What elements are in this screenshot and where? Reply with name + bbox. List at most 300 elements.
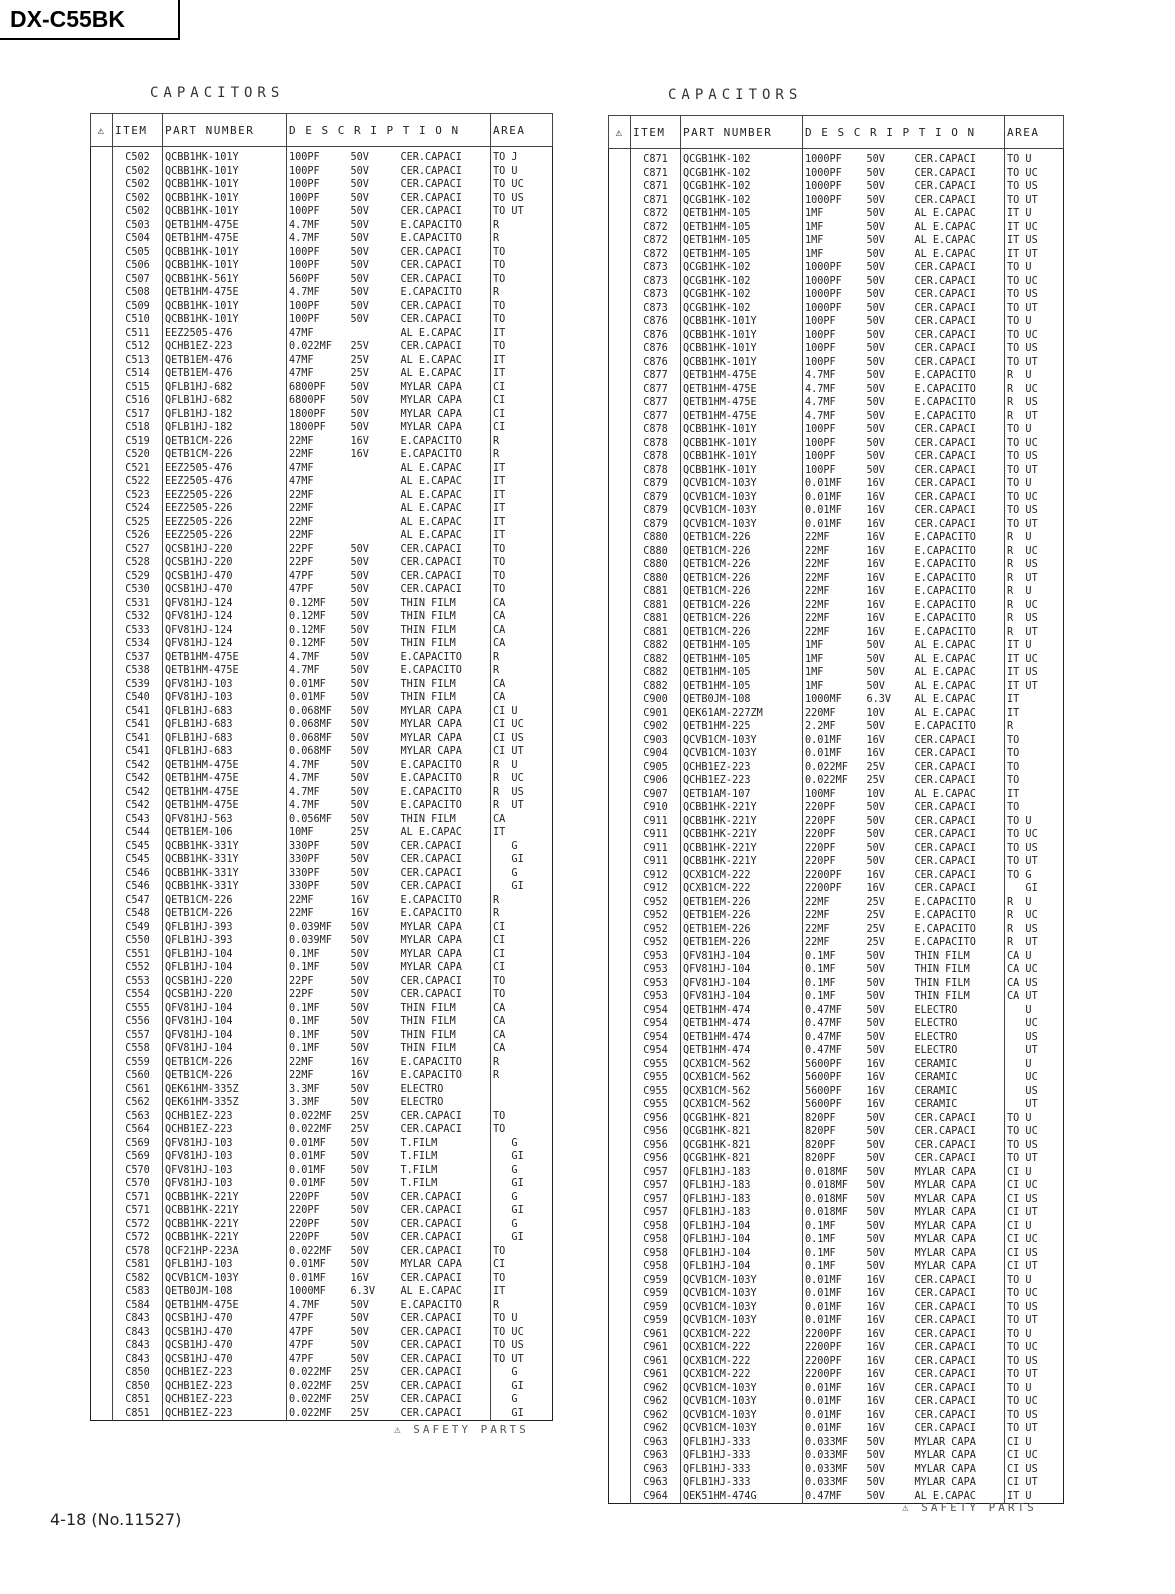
voltage-cell: 50V (350, 381, 369, 393)
item-cell: C873 (631, 261, 681, 275)
safety-cell (91, 786, 113, 800)
table-row (609, 558, 1064, 572)
item-cell: C545 (113, 853, 163, 867)
table-row (609, 882, 1064, 896)
item-cell: C879 (631, 518, 681, 532)
value-cell: 820PF (805, 1139, 836, 1151)
type-cell: CER.CAPACI (914, 734, 976, 746)
area-cell: IT UC (1005, 221, 1064, 235)
voltage-cell: 25V (350, 1124, 369, 1135)
voltage-cell: 50V (350, 1178, 369, 1189)
value-cell: 1MF (805, 680, 824, 692)
type-cell: CER.CAPACI (400, 854, 462, 865)
voltage-cell: 50V (350, 921, 369, 933)
area-cell: GI (491, 1231, 553, 1245)
type-cell: MYLAR CAPA (914, 1166, 976, 1178)
safety-cell (609, 896, 631, 910)
voltage-cell: 16V (866, 1301, 885, 1313)
type-cell: CER.CAPACI (914, 1355, 976, 1367)
area-cell: U (1005, 1058, 1064, 1072)
type-cell: E.CAPACITO (914, 910, 976, 921)
voltage-cell: 50V (350, 705, 369, 717)
value-cell: 1800PF (289, 422, 326, 433)
voltage-cell: 50V (866, 1490, 885, 1502)
type-cell: AL E.CAPAC (400, 368, 462, 379)
type-cell: MYLAR CAPA (914, 1234, 976, 1245)
type-cell: CER.CAPACI (400, 570, 462, 582)
voltage-cell: 16V (866, 1382, 885, 1394)
area-cell: CI (491, 381, 553, 395)
type-cell: MYLAR CAPA (914, 1180, 976, 1191)
value-cell: 2200PF (805, 883, 842, 894)
item-cell: C519 (113, 435, 163, 449)
item-cell: C581 (113, 1258, 163, 1272)
safety-cell (91, 1191, 113, 1205)
item-cell: C518 (113, 421, 163, 435)
area-cell: R US (1005, 396, 1064, 410)
table-row (91, 907, 553, 921)
type-cell: E.CAPACITO (400, 894, 462, 906)
voltage-cell: 50V (350, 314, 369, 325)
item-cell: C542 (113, 759, 163, 773)
voltage-cell: 16V (866, 1328, 885, 1340)
type-cell: E.CAPACITO (400, 1056, 462, 1068)
voltage-cell: 50V (350, 624, 369, 636)
type-cell: MYLAR CAPA (914, 1207, 976, 1218)
type-cell: CER.CAPACI (914, 1423, 976, 1434)
safety-cell (609, 1152, 631, 1166)
voltage-cell: 16V (866, 1058, 885, 1070)
area-cell: TO (1005, 734, 1064, 748)
safety-cell (91, 273, 113, 287)
value-cell: 1MF (805, 208, 824, 219)
safety-cell (609, 207, 631, 221)
part-number-cell: QCSB1HJ-220 (163, 988, 287, 1002)
item-cell: C880 (631, 531, 681, 545)
table-row (91, 205, 553, 219)
value-cell: 0.022MF (289, 1110, 332, 1122)
table-row (609, 639, 1064, 653)
part-number-cell: QETB1EM-226 (681, 909, 803, 923)
type-cell: THIN FILM (400, 1043, 456, 1054)
safety-cell (91, 894, 113, 908)
type-cell: MYLAR CAPA (400, 746, 462, 757)
value-cell: 0.47MF (805, 1045, 842, 1056)
area-cell: TO (491, 988, 553, 1002)
area-cell: CI U (1005, 1166, 1064, 1180)
area-cell: TO U (1005, 1112, 1064, 1126)
type-cell: AL E.CAPAC (400, 1286, 462, 1297)
table-row (91, 1015, 553, 1029)
type-cell: CER.CAPACI (400, 1380, 462, 1392)
voltage-cell: 50V (350, 1218, 369, 1230)
item-cell: C873 (631, 288, 681, 302)
value-cell: 1000PF (805, 154, 842, 165)
value-cell: 4.7MF (805, 370, 836, 381)
item-cell: C879 (631, 504, 681, 518)
type-cell: AL E.CAPAC (914, 221, 976, 233)
type-cell: E.CAPACITO (400, 908, 462, 919)
safety-cell (91, 759, 113, 773)
type-cell: AL E.CAPAC (914, 235, 976, 246)
table-row (609, 1179, 1064, 1193)
type-cell: AL E.CAPAC (400, 489, 462, 501)
voltage-cell: 50V (350, 1245, 369, 1257)
voltage-cell: 50V (350, 1191, 369, 1203)
area-cell: R (491, 664, 553, 678)
part-number-cell: QETB1EM-226 (681, 936, 803, 950)
voltage-cell: 25V (350, 1110, 369, 1122)
safety-cell (91, 691, 113, 705)
safety-cell (91, 1393, 113, 1407)
value-cell: 4.7MF (289, 786, 320, 798)
safety-cell (91, 988, 113, 1002)
part-number-cell: QCXB1CM-222 (681, 1368, 803, 1382)
safety-cell (91, 1339, 113, 1353)
area-cell: CA (491, 678, 553, 692)
type-cell: CERAMIC (914, 1072, 958, 1083)
voltage-cell: 50V (866, 1153, 885, 1164)
value-cell: 1000PF (805, 289, 842, 300)
part-number-cell: QCHB1EZ-223 (163, 1380, 287, 1394)
table-row (91, 1164, 553, 1178)
area-cell: TO U (1005, 1274, 1064, 1288)
safety-cell (609, 180, 631, 194)
voltage-cell: 16V (866, 586, 885, 597)
part-number-cell: QETB1HM-475E (163, 1299, 287, 1313)
voltage-cell: 50V (350, 665, 369, 676)
value-cell: 4.7MF (289, 233, 320, 244)
table-row (91, 678, 553, 692)
table-row (609, 585, 1064, 599)
voltage-cell: 25V (866, 761, 885, 773)
item-cell: C542 (113, 786, 163, 800)
part-number-cell: QETB1CM-226 (163, 907, 287, 921)
item-cell: C963 (631, 1476, 681, 1490)
value-cell: 22MF (289, 449, 314, 460)
voltage-cell: 16V (866, 1369, 885, 1380)
part-number-cell: QFLB1HJ-333 (681, 1449, 803, 1463)
table-row (91, 556, 553, 570)
table-row (609, 464, 1064, 478)
item-cell: C540 (113, 691, 163, 705)
value-cell: 0.01MF (289, 678, 326, 690)
table-row (609, 572, 1064, 586)
area-cell: R (491, 1056, 553, 1070)
safety-cell (609, 855, 631, 869)
area-cell: TO UT (1005, 302, 1064, 316)
voltage-cell: 50V (350, 935, 369, 946)
part-number-cell: QCBB1HK-221Y (681, 815, 803, 829)
safety-cell (609, 1004, 631, 1018)
part-number-cell: QCGB1HK-821 (681, 1152, 803, 1166)
safety-cell (609, 194, 631, 208)
value-cell: 0.01MF (289, 1178, 326, 1189)
part-number-cell: QFLB1HJ-104 (681, 1247, 803, 1261)
area-cell: R UC (1005, 545, 1064, 559)
safety-cell (609, 423, 631, 437)
voltage-cell: 50V (866, 1018, 885, 1029)
voltage-cell: 10V (866, 788, 885, 800)
area-cell: G (491, 1191, 553, 1205)
voltage-cell: 16V (350, 449, 369, 460)
value-cell: 4.7MF (805, 410, 836, 422)
safety-cell (91, 381, 113, 395)
table-row (91, 313, 553, 327)
table-row (91, 799, 553, 813)
type-cell: CER.CAPACI (400, 314, 462, 325)
item-cell: C843 (113, 1312, 163, 1326)
safety-cell (609, 1233, 631, 1247)
area-cell: R (491, 1299, 553, 1313)
table-row (609, 221, 1064, 235)
type-cell: THIN FILM (914, 950, 970, 962)
area-cell: TO UC (1005, 437, 1064, 451)
value-cell: 0.1MF (805, 1234, 836, 1245)
voltage-cell: 25V (866, 923, 885, 935)
area-cell: GI (491, 1407, 553, 1421)
type-cell: CER.CAPACI (400, 273, 462, 285)
safety-cell (91, 1407, 113, 1421)
value-cell: 100PF (289, 179, 320, 190)
item-cell: C559 (113, 1056, 163, 1070)
safety-cell (609, 477, 631, 491)
item-cell: C955 (631, 1098, 681, 1112)
table-row (609, 315, 1064, 329)
item-cell: C904 (631, 747, 681, 761)
item-cell: C876 (631, 356, 681, 370)
item-cell: C850 (113, 1366, 163, 1380)
type-cell: ELECTRO (400, 1097, 444, 1108)
area-cell: TO (491, 340, 553, 354)
type-cell: THIN FILM (914, 977, 970, 989)
voltage-cell: 16V (866, 545, 885, 557)
item-cell: C880 (631, 558, 681, 572)
area-cell: TO US (491, 1339, 553, 1353)
type-cell: MYLAR CAPA (400, 408, 462, 420)
item-cell: C953 (631, 990, 681, 1004)
item-cell: C560 (113, 1069, 163, 1083)
voltage-cell: 50V (866, 154, 885, 165)
safety-cell (91, 664, 113, 678)
area-cell: CA (491, 1015, 553, 1029)
area-cell: CI US (1005, 1247, 1064, 1261)
voltage-cell: 50V (866, 829, 885, 840)
value-cell: 5600PF (805, 1099, 842, 1110)
item-cell: C959 (631, 1314, 681, 1328)
safety-cell (609, 383, 631, 397)
item-cell: C873 (631, 302, 681, 316)
safety-cell (609, 464, 631, 478)
area-cell: IT (491, 489, 553, 503)
safety-cell (91, 975, 113, 989)
safety-cell (609, 828, 631, 842)
table-row (91, 610, 553, 624)
part-number-cell: QETB1HM-475E (681, 369, 803, 383)
safety-cell (91, 1312, 113, 1326)
table-row (91, 664, 553, 678)
type-cell: CER.CAPACI (400, 1245, 462, 1257)
table-row (609, 248, 1064, 262)
area-cell: R (491, 651, 553, 665)
table-row (609, 990, 1064, 1004)
type-cell: AL E.CAPAC (914, 680, 976, 692)
type-cell: E.CAPACITO (914, 572, 976, 584)
part-number-cell: QCBB1HK-101Y (681, 450, 803, 464)
part-number-cell: QCBB1HK-101Y (163, 300, 287, 314)
item-cell: C911 (631, 855, 681, 869)
area-cell: R U (1005, 896, 1064, 910)
area-cell: CI UT (1005, 1260, 1064, 1274)
area-cell: TO UC (1005, 1287, 1064, 1301)
item-cell: C502 (113, 192, 163, 206)
safety-cell (91, 340, 113, 354)
part-number-cell: QETB1HM-474 (681, 1004, 803, 1018)
voltage-cell: 50V (866, 262, 885, 273)
item-cell: C545 (113, 840, 163, 854)
voltage-cell: 50V (350, 557, 369, 568)
area-cell: GI (491, 1380, 553, 1394)
part-number-cell: QFLB1HJ-333 (681, 1476, 803, 1490)
value-cell: 0.01MF (805, 491, 842, 503)
safety-cell (609, 261, 631, 275)
item-cell: C539 (113, 678, 163, 692)
part-number-cell: QFLB1HJ-104 (681, 1260, 803, 1274)
voltage-cell: 50V (866, 964, 885, 975)
type-cell: AL E.CAPAC (914, 667, 976, 678)
type-cell: E.CAPACITO (914, 613, 976, 624)
item-cell: C572 (113, 1218, 163, 1232)
voltage-cell: 50V (350, 759, 369, 771)
type-cell: CER.CAPACI (400, 1272, 462, 1284)
item-cell: C570 (113, 1177, 163, 1191)
value-cell: 22MF (289, 503, 314, 514)
area-cell: TO US (1005, 450, 1064, 464)
table-row (91, 651, 553, 665)
area-cell: G (491, 1218, 553, 1232)
area-cell: TO (491, 273, 553, 287)
area-cell: TO U (1005, 149, 1064, 167)
type-cell: E.CAPACITO (914, 721, 976, 732)
table-row (91, 381, 553, 395)
safety-cell (91, 637, 113, 651)
table-row (609, 599, 1064, 613)
table-row (91, 745, 553, 759)
voltage-cell: 50V (350, 1259, 369, 1270)
type-cell: CER.CAPACI (914, 329, 976, 341)
item-cell: C957 (631, 1206, 681, 1220)
value-cell: 22PF (289, 989, 314, 1000)
part-number-cell: QCBB1HK-101Y (163, 259, 287, 273)
safety-cell (609, 1436, 631, 1450)
item-cell: C532 (113, 610, 163, 624)
area-cell: CI US (1005, 1463, 1064, 1477)
safety-cell (91, 570, 113, 584)
safety-cell (609, 531, 631, 545)
voltage-cell: 50V (866, 356, 885, 368)
item-cell: C958 (631, 1220, 681, 1234)
safety-cell (91, 1299, 113, 1313)
voltage-cell: 50V (350, 1205, 369, 1216)
part-number-cell: QCVB1CM-103Y (681, 734, 803, 748)
type-cell: E.CAPACITO (914, 559, 976, 570)
part-number-cell: QETB1HM-105 (681, 666, 803, 680)
item-cell: C877 (631, 410, 681, 424)
area-cell: TO (491, 975, 553, 989)
voltage-cell: 50V (350, 638, 369, 649)
value-cell: 0.018MF (805, 1180, 848, 1191)
voltage-cell: 50V (866, 1045, 885, 1056)
item-cell: C554 (113, 988, 163, 1002)
area-cell: TO (491, 1110, 553, 1124)
area-cell: G (491, 1366, 553, 1380)
value-cell: 2.2MF (805, 721, 836, 732)
safety-cell (91, 934, 113, 948)
type-cell: MYLAR CAPA (914, 1261, 976, 1272)
part-number-cell: QEK61AM-227ZM (681, 707, 803, 721)
item-cell: C507 (113, 273, 163, 287)
safety-cell (609, 1355, 631, 1369)
value-cell: 0.033MF (805, 1436, 848, 1448)
area-cell: CA (491, 1042, 553, 1056)
safety-cell (609, 666, 631, 680)
value-cell: 22MF (805, 937, 830, 948)
type-cell: CER.CAPACI (400, 341, 462, 352)
table-row (91, 367, 553, 381)
table-row (91, 880, 553, 894)
part-number-cell: QCXB1CM-222 (681, 882, 803, 896)
area-cell: TO UC (1005, 167, 1064, 181)
type-cell: CER.CAPACI (400, 584, 462, 595)
voltage-cell: 50V (350, 1340, 369, 1351)
part-number-cell: QCSB1HJ-470 (163, 1326, 287, 1340)
area-cell: TO (491, 543, 553, 557)
item-cell: C583 (113, 1285, 163, 1299)
table-row (609, 1139, 1064, 1153)
voltage-cell: 50V (866, 194, 885, 206)
area-cell: IT (491, 327, 553, 341)
type-cell: THIN FILM (400, 624, 456, 636)
value-cell: 100PF (289, 152, 320, 163)
part-number-cell: QETB1HM-474 (681, 1031, 803, 1045)
type-cell: THIN FILM (400, 597, 456, 609)
safety-cell (91, 772, 113, 786)
value-cell: 330PF (289, 867, 320, 879)
value-cell: 100PF (805, 343, 836, 354)
type-cell: THIN FILM (400, 638, 456, 649)
voltage-cell: 50V (350, 1043, 369, 1054)
part-number-cell: QETB1EM-106 (163, 826, 287, 840)
safety-cell (91, 1069, 113, 1083)
voltage-cell: 16V (866, 613, 885, 624)
type-cell: MYLAR CAPA (400, 395, 462, 406)
item-cell: C843 (113, 1353, 163, 1367)
table-row (91, 1393, 553, 1407)
part-number-cell: QETB1HM-475E (163, 232, 287, 246)
voltage-cell: 50V (866, 802, 885, 813)
value-cell: 0.022MF (289, 1407, 332, 1419)
area-cell: CI (491, 394, 553, 408)
value-cell: 47MF (289, 327, 314, 339)
safety-cell (609, 923, 631, 937)
area-cell: TO U (1005, 1382, 1064, 1396)
type-cell: THIN FILM (400, 692, 456, 703)
part-number-cell: QETB1HM-105 (681, 653, 803, 667)
part-number-cell: QETB1HM-475E (163, 799, 287, 813)
header-part-number: PART NUMBER (681, 116, 803, 149)
part-number-cell: QFV81HJ-104 (163, 1015, 287, 1029)
table-row (91, 1029, 553, 1043)
